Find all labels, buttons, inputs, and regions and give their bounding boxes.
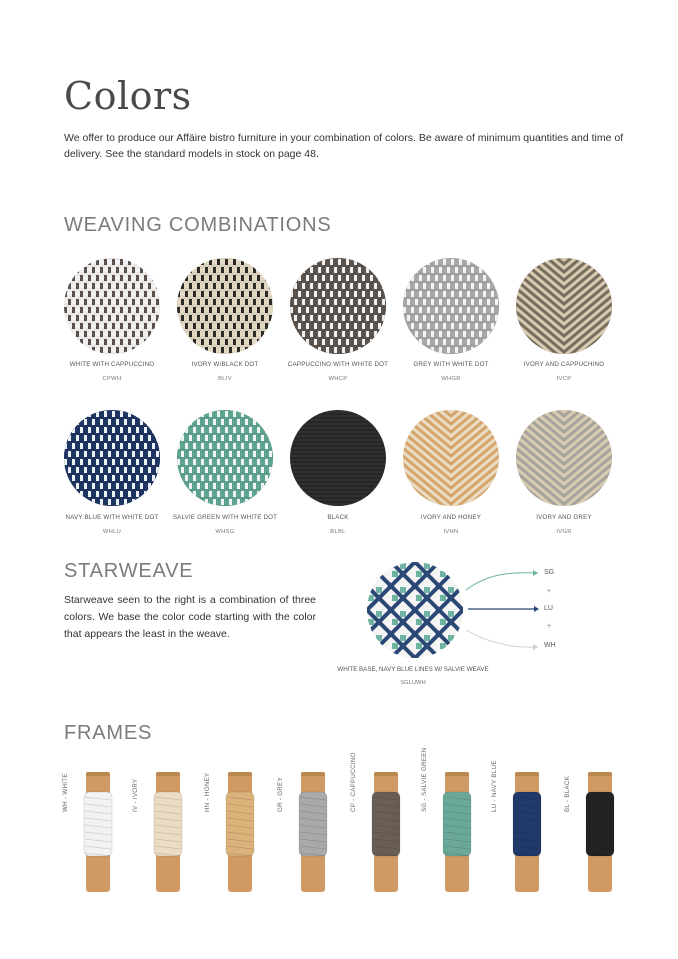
frame-label: WH - WHITE: [62, 773, 69, 812]
frame-label: GR - GREY: [277, 776, 284, 812]
frame-label: IV - IVORY: [132, 778, 139, 812]
starweave-swatch: [367, 562, 463, 658]
frame-sample: [298, 770, 328, 894]
starweave-code-sg: SG: [544, 569, 555, 576]
frame-sample: [512, 770, 542, 894]
starweave-heading: STARWEAVE: [64, 560, 194, 582]
weave-swatch: [516, 258, 612, 354]
weave-label: BLACK: [327, 514, 349, 521]
weave-code: IVCP: [556, 376, 572, 382]
weave-code: WHCP: [328, 376, 348, 382]
frame-sample: [225, 770, 255, 894]
weave-code: BLIV: [218, 376, 232, 382]
frame-sample: [83, 770, 113, 894]
weave-label: SALVIE GREEN WITH WHITE DOT: [172, 514, 278, 521]
weave-label: NAVY BLUE WITH WHITE DOT: [65, 514, 159, 521]
frame-label: LU - NAVY BLUE: [491, 760, 498, 812]
weave-swatch: [403, 410, 499, 506]
weaving-heading: WEAVING COMBINATIONS: [64, 214, 332, 236]
weave-code: IVGR: [556, 529, 572, 535]
frame-label: CP - CAPPUCCINO: [350, 752, 357, 812]
frame-sample: [585, 770, 615, 894]
weave-code: BLBL: [330, 529, 346, 535]
weave-swatch: [290, 258, 386, 354]
weave-swatch: [403, 258, 499, 354]
frame-label: HN - HONEY: [204, 772, 211, 812]
frame-sample: [442, 770, 472, 894]
frame-sample: [153, 770, 183, 894]
frame-label: SG - SALVIE GREEN: [421, 747, 428, 812]
weave-swatch: [64, 258, 160, 354]
plus-1: +: [547, 588, 552, 595]
starweave-code: SGLUWH: [400, 680, 426, 686]
starweave-code-lu: LU: [544, 605, 553, 612]
weave-label: GREY WITH WHITE DOT: [413, 361, 489, 368]
weave-swatch: [64, 410, 160, 506]
intro-paragraph: We offer to produce our Affäire bistro furniture in your combination of colors. Be aware of minimum quantities and time of delivery. See the standard models in stock on page 48.: [64, 132, 624, 160]
weave-swatch: [290, 410, 386, 506]
starweave-caption: WHITE BASE, NAVY BLUE LINES W/ SALVIE WEAVE: [337, 666, 489, 673]
weave-label: IVORY AND CAPPUCHINO: [523, 361, 605, 368]
weave-swatch: [177, 258, 273, 354]
weave-label: IVORY AND HONEY: [420, 514, 482, 521]
starweave-code-wh: WH: [544, 642, 556, 649]
frame-label: BL - BLACK: [564, 775, 571, 812]
weave-code: CPWH: [102, 376, 122, 382]
weave-swatch: [177, 410, 273, 506]
frame-sample: [371, 770, 401, 894]
weave-label: CAPPUCCINO WITH WHITE DOT: [287, 361, 389, 368]
weave-code: WHLU: [102, 529, 122, 535]
weave-label: IVORY W/BLACK DOT: [191, 361, 259, 368]
page-title: Colors: [64, 74, 192, 118]
weave-label: WHITE WITH CAPPUCCINO: [69, 361, 155, 368]
weave-code: WHSG: [215, 529, 235, 535]
starweave-description: Starweave seen to the right is a combination of three colors. We base the color code starting with the color that appears the least in the weave.: [64, 594, 316, 640]
weave-swatch: [516, 410, 612, 506]
frames-heading: FRAMES: [64, 722, 153, 744]
weave-label: IVORY AND GREY: [536, 514, 592, 521]
weave-code: WHGR: [441, 376, 461, 382]
plus-2: +: [547, 623, 552, 630]
weave-code: IVHN: [443, 529, 459, 535]
